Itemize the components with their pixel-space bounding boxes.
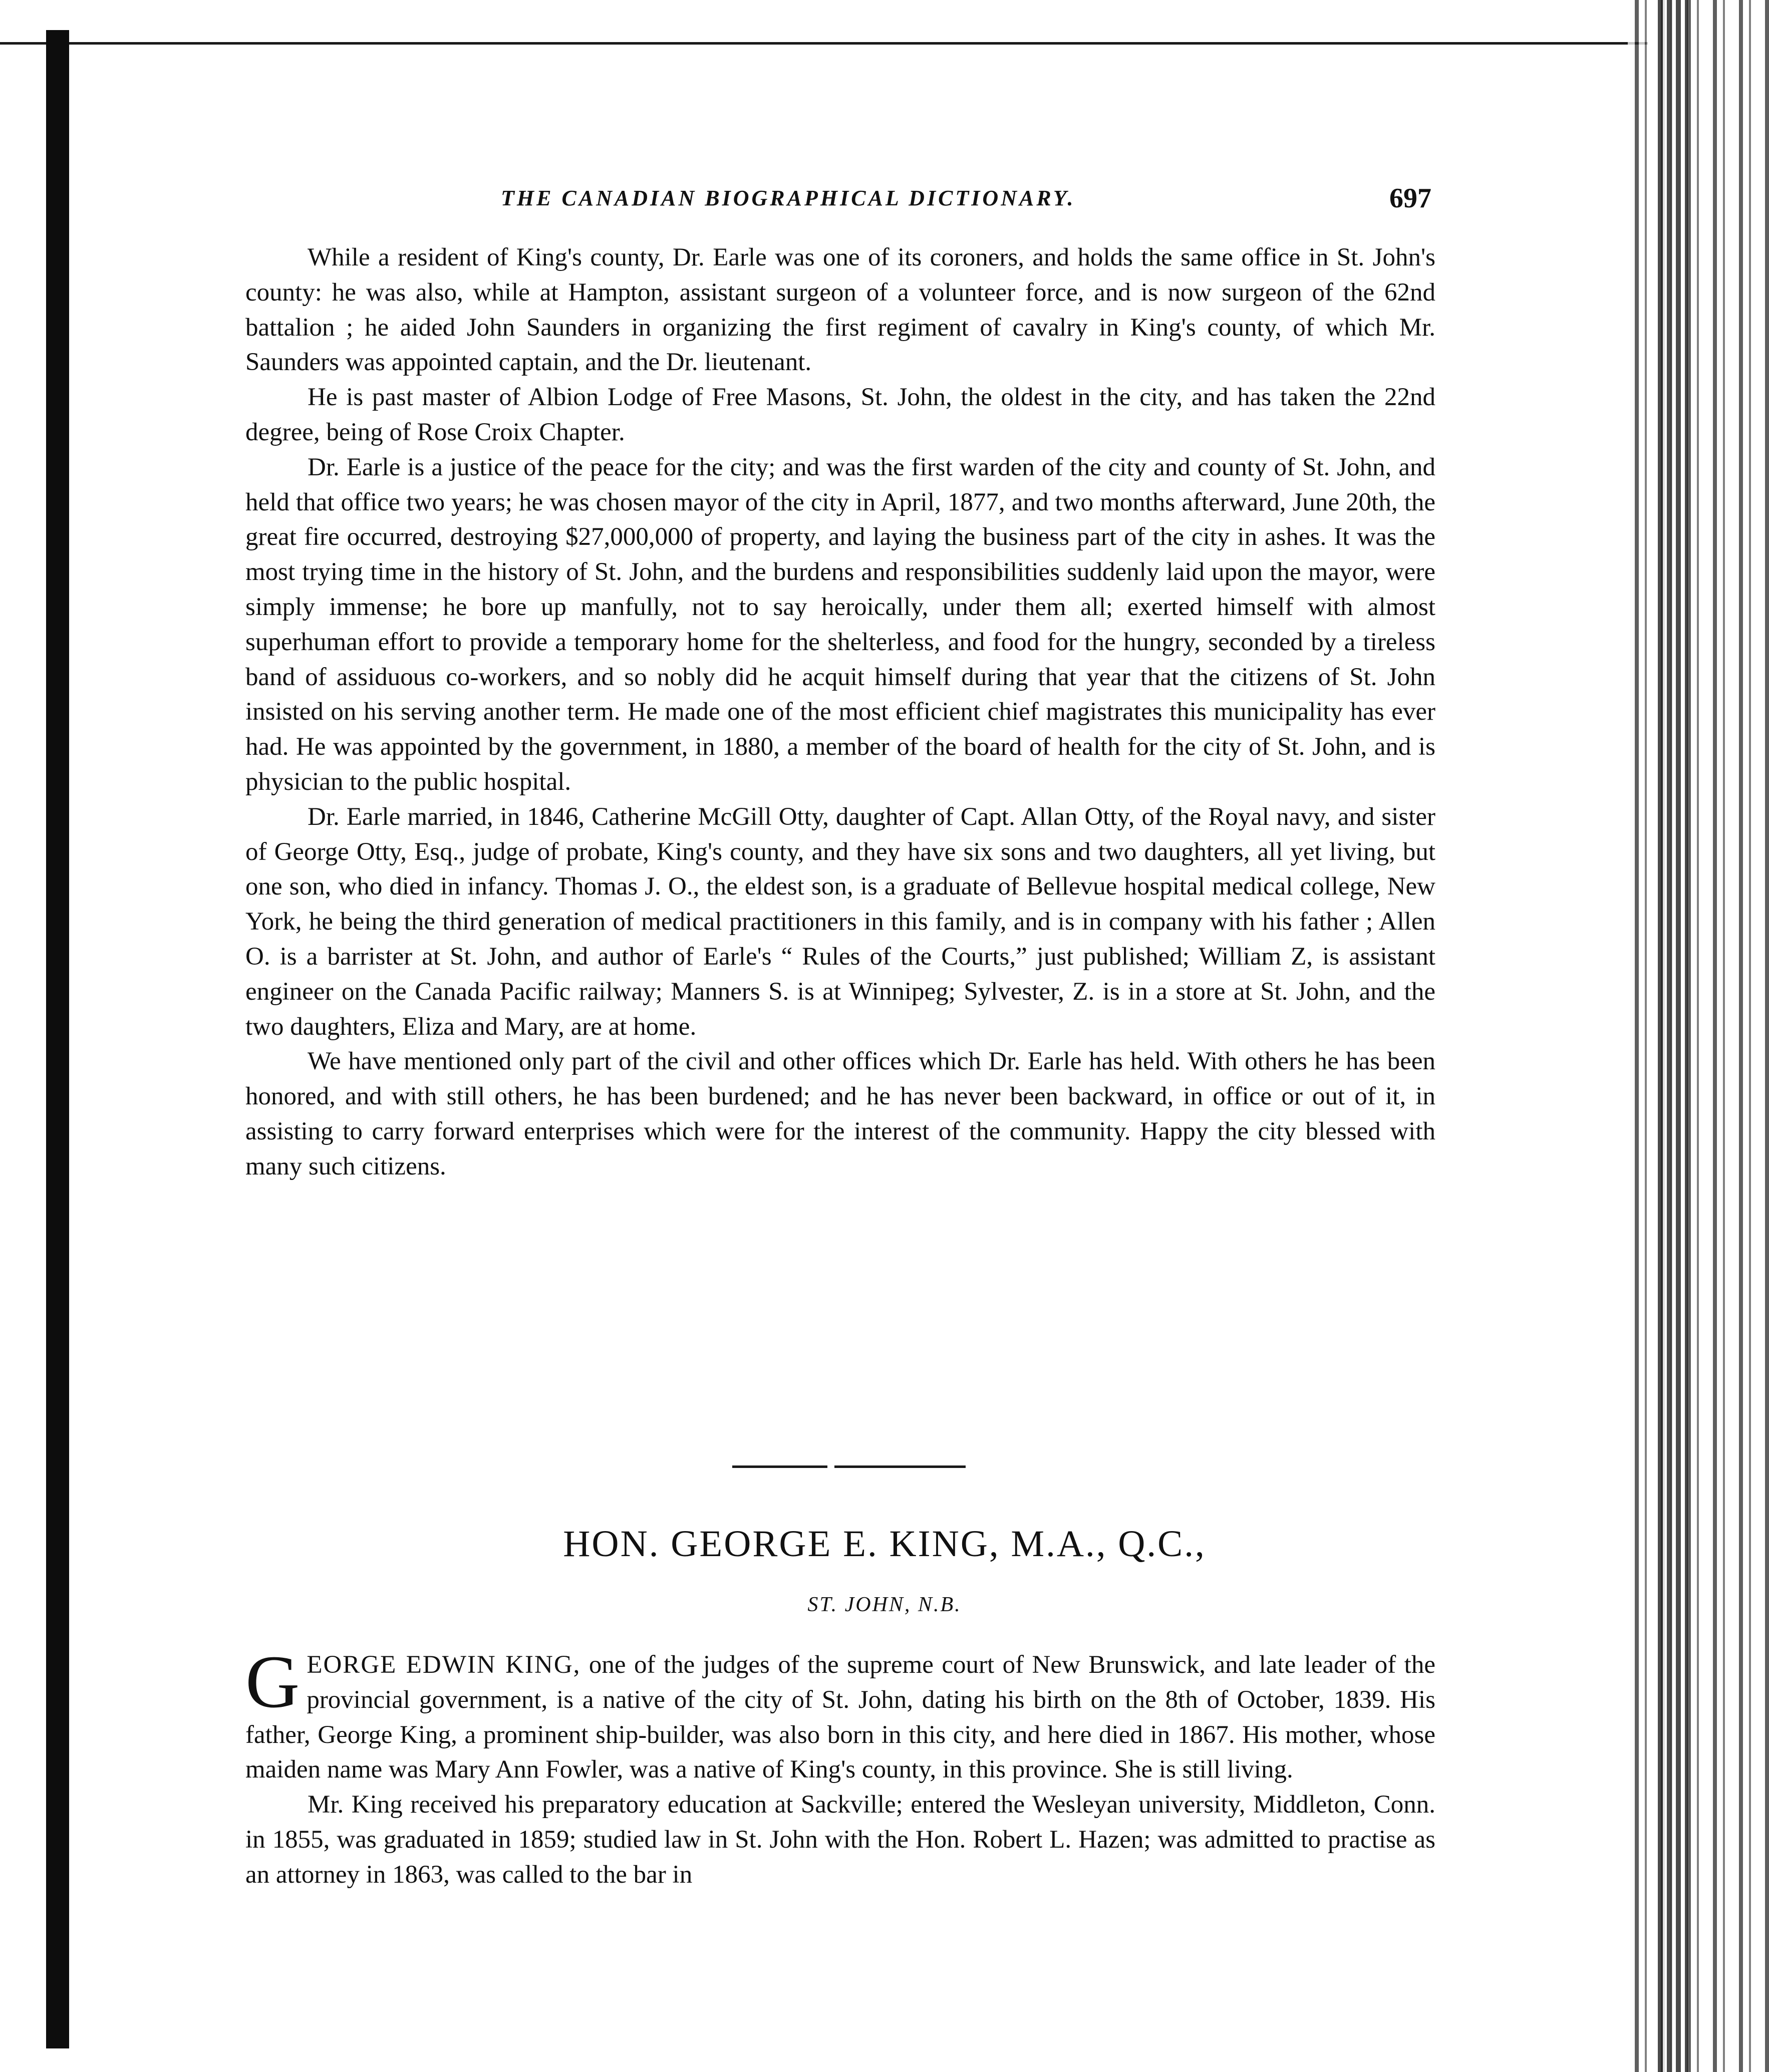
scan-top-rule [0, 42, 1648, 45]
scan-page-edge-shadow [1658, 0, 1688, 2072]
paragraph: He is past master of Albion Lodge of Free Masons, St. John, the oldest in the city, and has taken the 22nd degree, being of Rose Croix Chapter. [245, 383, 1435, 446]
biography-heading: HON. GEORGE E. KING, M.A., Q.C., [563, 1523, 1206, 1565]
biography-location: ST. JOHN, N.B. [807, 1593, 962, 1616]
lead-in-caps: EORGE EDWIN KING, [307, 1651, 581, 1679]
running-title: THE CANADIAN BIOGRAPHICAL DICTIONARY. [501, 186, 1076, 210]
paragraph: Dr. Earle is a justice of the peace for the city; and was the first warden of the city and county of St. John, and held that office two years; he was chosen mayor of the city in April, 1877, and two months afterward, June 20th, the great fire occurred, destroying $27,000,000 of property, and laying the business part of the city in ashes. It was the most trying time in the history of St. John, and the burdens and responsibilities suddenly laid upon the mayor, were simply immense; he bore up manfully, not to say heroically, under them all; exerted himself with almost superhuman effort to provide a temporary home for the shelterless, and food for the hungry, seconded by a tireless band of assiduous co-workers, and so nobly did he acquit himself during that year that the citizens of St. John insisted on his serving another term. He made one of the most efficient chief magistrates this municipality has ever had. He was appointed by the government, in 1880, a member of the board of health for the city of St. John, and is physician to the public hospital. [245, 453, 1435, 796]
paragraph-text: one of the judges of the supreme court of New Brunswick, and late leader of the provincial government, is a native of the city of St. John, dating his birth on the 8th of October, 1839. His father, George King, a prominent ship-builder, was also born in this city, and here died in 1867. His mother, whose maiden name was Mary Ann Fowler, was a native of King's county, in this province. She is still living. [245, 1651, 1435, 1784]
paragraph [245, 1640, 1435, 1788]
section-divider [732, 1465, 827, 1468]
paragraph: We have mentioned only part of the civil and other offices which Dr. Earle has held. With others he has been honored, and with still others, he has been burdened; and he has never been backward, in office or out of it, in assisting to carry forward enterprises which were for the interest of the community. Happy the city blessed with many such citizens. [245, 1047, 1435, 1180]
paragraph: While a resident of King's county, Dr. Earle was one of its coroners, and holds the same office in St. John's county: he was also, while at Hampton, assistant surgeon of a volunteer force, and is now surgeon of the 62nd battalion ; he aided John Saunders in organizing the first regiment of cavalry in King's county, of which Mr. Saunders was appointed captain, and the Dr. lieutenant. [245, 243, 1435, 377]
page-number: 697 [1389, 183, 1431, 214]
earle-biography-continuation [245, 240, 1435, 1185]
section-divider [834, 1465, 966, 1468]
scan-binding-edge [46, 30, 69, 2048]
paragraph: Mr. King received his preparatory education at Sackville; entered the Wesleyan university, Middleton, Conn. in 1855, was graduated in 1859; studied law in St. John with the Hon. Robert L. Hazen; was admitted to practise as an attorney in 1863, was called to the bar in [245, 1791, 1435, 1889]
paragraph: Dr. Earle married, in 1846, Catherine McGill Otty, daughter of Capt. Allan Otty, of the Royal navy, and sister of George Otty, Esq., judge of probate, King's county, and they have six sons and two daughters, all yet living, but one son, who died in infancy. Thomas J. O., the eldest son, is a graduate of Bellevue hospital medical college, New York, he being the third generation of medical practitioners in this family, and is in company with his father ; Allen O. is a barrister at St. John, and author of Earle's “ Rules of the Courts,” just published; William Z, is assistant engineer on the Canada Pacific railway; Manners S. is at Winnipeg; Sylvester, Z. is in a store at St. John, and the two daughters, Eliza and Mary, are at home. [245, 802, 1435, 1041]
drop-cap: G [245, 1640, 300, 1723]
king-biography [245, 1640, 1435, 1893]
scan-page-edge [1628, 0, 1769, 2072]
